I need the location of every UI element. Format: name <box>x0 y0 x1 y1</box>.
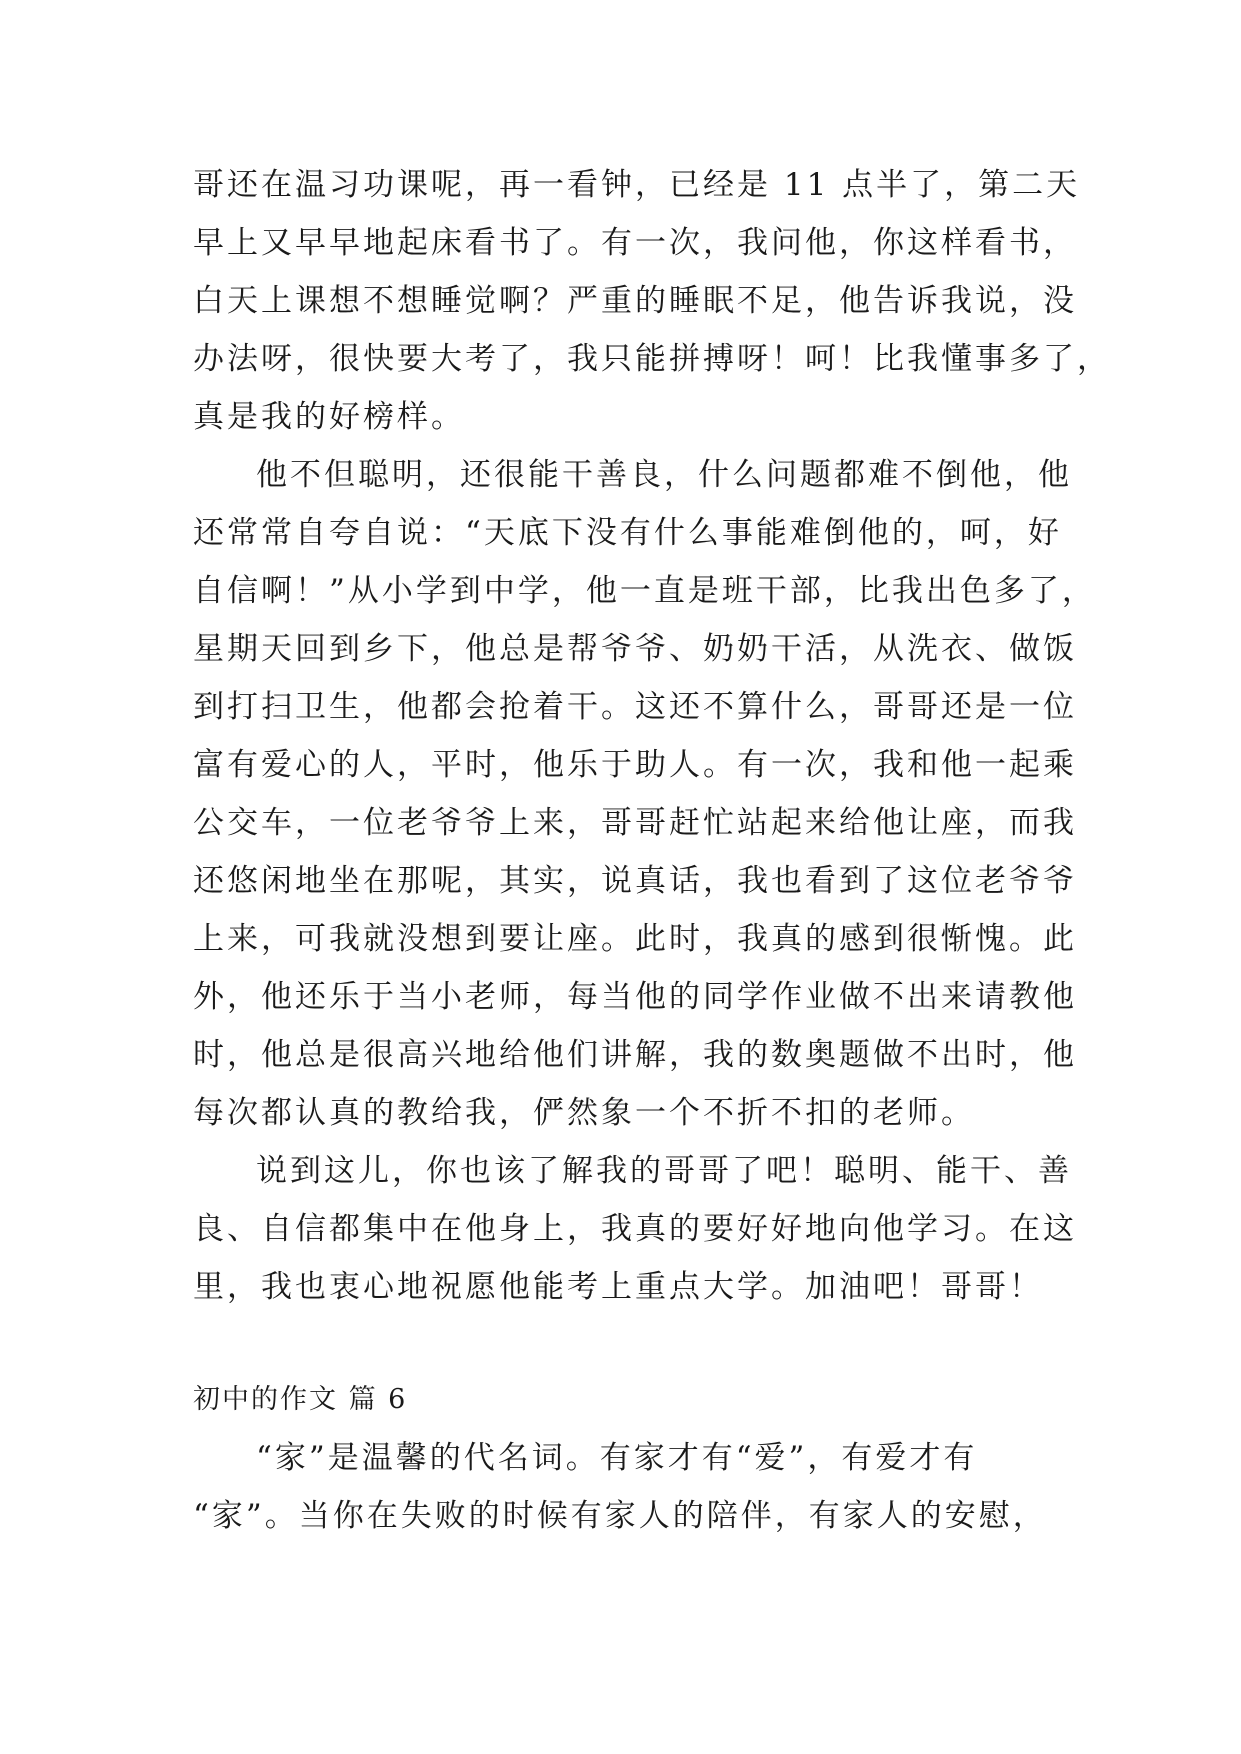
paragraph-line: 还悠闲地坐在那呢，其实，说真话，我也看到了这位老爷爷 <box>193 863 1077 899</box>
paragraph-line: 上来，可我就没想到要让座。此时，我真的感到很惭愧。此 <box>193 921 1077 957</box>
paragraph-line: 自信啊！”从小学到中学，他一直是班干部，比我出色多了， <box>193 573 1096 609</box>
paragraph-line: 还常常自夸自说：“天底下没有什么事能难倒他的，呵，好 <box>193 515 1062 551</box>
paragraph-line: 外，他还乐于当小老师，每当他的同学作业做不出来请教他 <box>193 979 1077 1015</box>
paragraph-line: 时，他总是很高兴地给他们讲解，我的数奥题做不出时，他 <box>193 1037 1077 1073</box>
paragraph-line: 星期天回到乡下，他总是帮爷爷、奶奶干活，从洗衣、做饭 <box>193 631 1077 667</box>
section-heading: 初中的作文 篇 6 <box>193 1384 408 1415</box>
paragraph-line: 里，我也衷心地祝愿他能考上重点大学。加油吧！哥哥！ <box>193 1269 1043 1305</box>
paragraph-line: 公交车，一位老爷爷上来，哥哥赶忙站起来给他让座，而我 <box>193 805 1077 841</box>
paragraph-line: “家”是温馨的代名词。有家才有“爱”，有爱才有 <box>256 1440 978 1476</box>
paragraph-line: 真是我的好榜样。 <box>193 399 465 435</box>
paragraph-line: 早上又早早地起床看书了。有一次，我问他，你这样看书， <box>193 225 1077 261</box>
paragraph-line: 办法呀，很快要大考了，我只能拼搏呀！呵！比我懂事多了， <box>193 341 1111 377</box>
paragraph-line: 说到这儿，你也该了解我的哥哥了吧！聪明、能干、善 <box>256 1153 1072 1189</box>
paragraph-line: 白天上课想不想睡觉啊？严重的睡眠不足，他告诉我说，没 <box>193 283 1077 319</box>
paragraph-line: 哥还在温习功课呢，再一看钟，已经是 11 点半了，第二天 <box>193 167 1081 203</box>
paragraph-line: 他不但聪明，还很能干善良，什么问题都难不倒他，他 <box>256 457 1072 493</box>
paragraph-line: 到打扫卫生，他都会抢着干。这还不算什么，哥哥还是一位 <box>193 689 1077 725</box>
paragraph-line: 每次都认真的教给我，俨然象一个不折不扣的老师。 <box>193 1095 975 1131</box>
paragraph-line: 富有爱心的人，平时，他乐于助人。有一次，我和他一起乘 <box>193 747 1077 783</box>
paragraph-line: “家”。当你在失败的时候有家人的陪伴，有家人的安慰， <box>193 1498 1047 1534</box>
paragraph-line: 良、自信都集中在他身上，我真的要好好地向他学习。在这 <box>193 1211 1077 1247</box>
